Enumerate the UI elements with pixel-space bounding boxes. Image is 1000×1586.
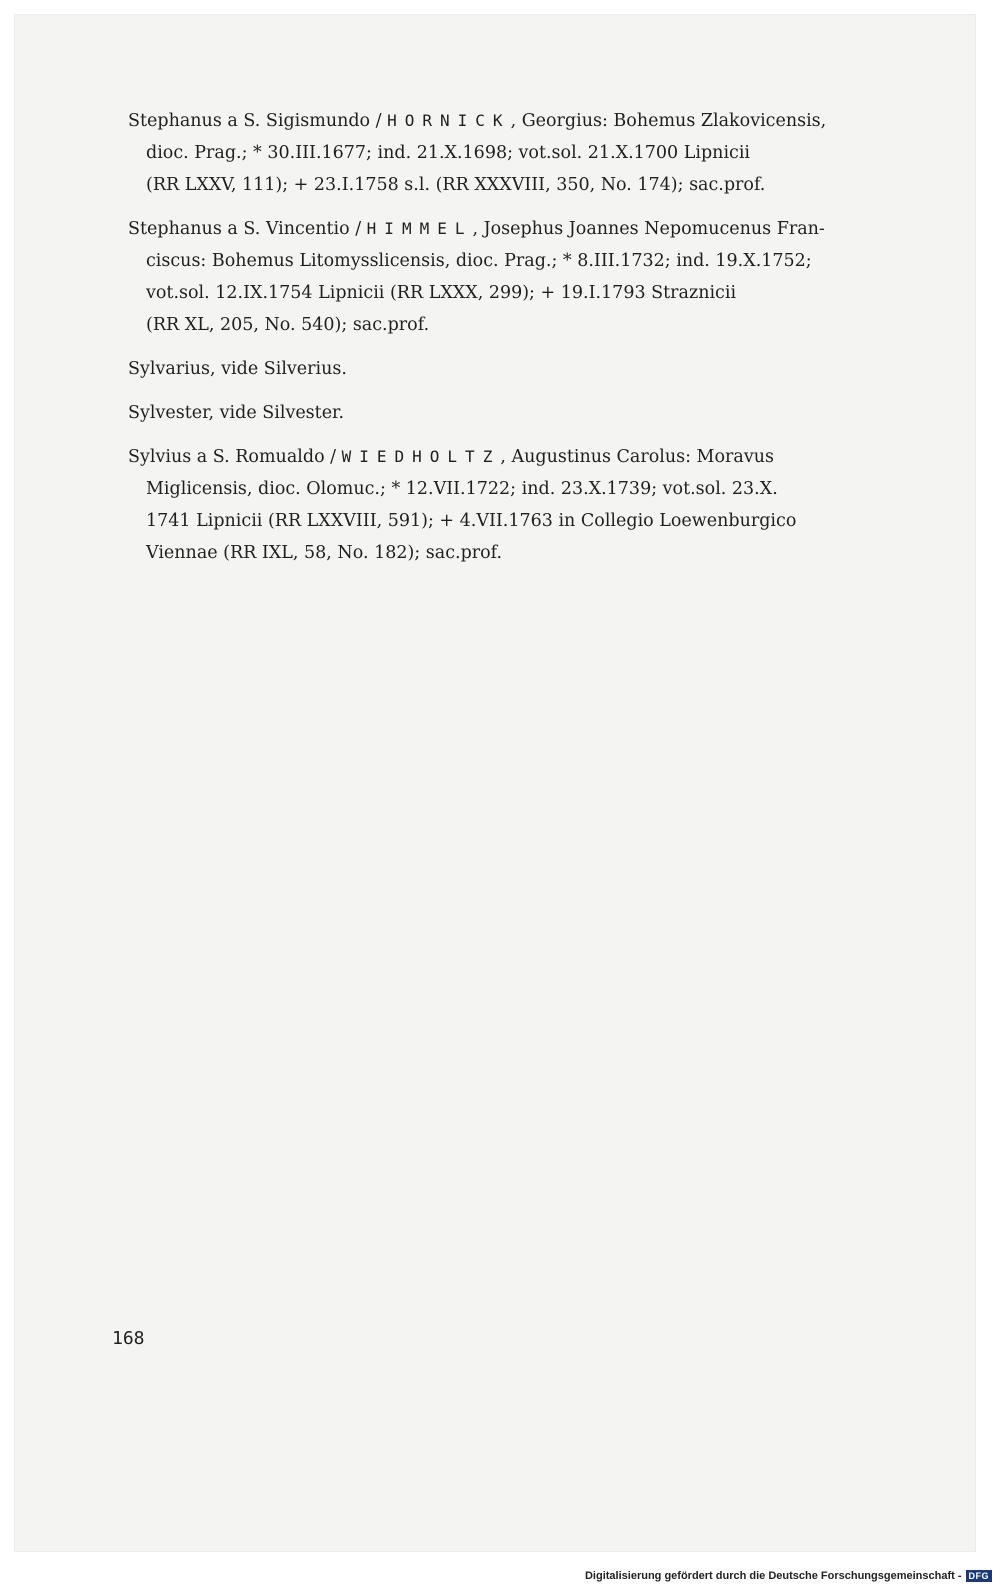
entry-line-text: , Augustinus Carolus: Moravus bbox=[500, 447, 774, 467]
entry-stephanus-vincentio bbox=[128, 213, 928, 341]
entry-line: ciscus: Bohemus Litomysslicensis, dioc. Prag.; * 8.III.1732; ind. 19.X.1752; bbox=[146, 251, 812, 271]
entry-line bbox=[128, 213, 928, 245]
entry-line: Sylvarius, vide Silverius. bbox=[128, 359, 347, 379]
entry-heading: Sylvius a S. Romualdo / bbox=[128, 447, 342, 467]
dfg-logo: DFG bbox=[966, 1570, 993, 1582]
surname: HORNICK bbox=[387, 111, 511, 130]
entry-line-text: , Georgius: Bohemus Zlakovicensis, bbox=[510, 111, 827, 131]
digitization-credit bbox=[585, 1570, 992, 1582]
entry-line-text: , Josephus Joannes Nepomucenus Fran- bbox=[472, 219, 825, 239]
entry-line: (RR XL, 205, No. 540); sac.prof. bbox=[146, 315, 430, 335]
entry-list bbox=[128, 105, 928, 581]
entry-sylvius-romualdo bbox=[128, 441, 928, 569]
surname: WIEDHOLTZ bbox=[341, 447, 501, 466]
entry-line: dioc. Prag.; * 30.III.1677; ind. 21.X.1698; vot.sol. 21.X.1700 Lipnicii bbox=[146, 143, 751, 163]
page-number: 168 bbox=[112, 1328, 145, 1349]
entry-sylvarius bbox=[128, 353, 928, 385]
entry-heading: Stephanus a S. Vincentio / bbox=[128, 219, 367, 239]
entry-line: Sylvester, vide Silvester. bbox=[128, 403, 345, 423]
surname: HIMMEL bbox=[366, 219, 473, 238]
entry-line: vot.sol. 12.IX.1754 Lipnicii (RR LXXX, 299); + 19.I.1793 Straznicii bbox=[146, 283, 737, 303]
entry-line bbox=[128, 105, 928, 137]
entry-line: (RR LXXV, 111); + 23.I.1758 s.l. (RR XXXVIII, 350, No. 174); sac.prof. bbox=[146, 175, 766, 195]
entry-line: Viennae (RR IXL, 58, No. 182); sac.prof. bbox=[146, 543, 503, 563]
entry-heading: Stephanus a S. Sigismundo / bbox=[128, 111, 388, 131]
entry-stephanus-sigismundo bbox=[128, 105, 928, 201]
entry-line bbox=[128, 441, 928, 473]
entry-sylvester bbox=[128, 397, 928, 429]
entry-line: 1741 Lipnicii (RR LXXVIII, 591); + 4.VII.1763 in Collegio Loewenburgico bbox=[146, 511, 797, 531]
entry-line: Miglicensis, dioc. Olomuc.; * 12.VII.1722; ind. 23.X.1739; vot.sol. 23.X. bbox=[146, 479, 778, 499]
credit-text: Digitalisierung gefördert durch die Deutsche Forschungsgemeinschaft - bbox=[584, 1570, 962, 1582]
